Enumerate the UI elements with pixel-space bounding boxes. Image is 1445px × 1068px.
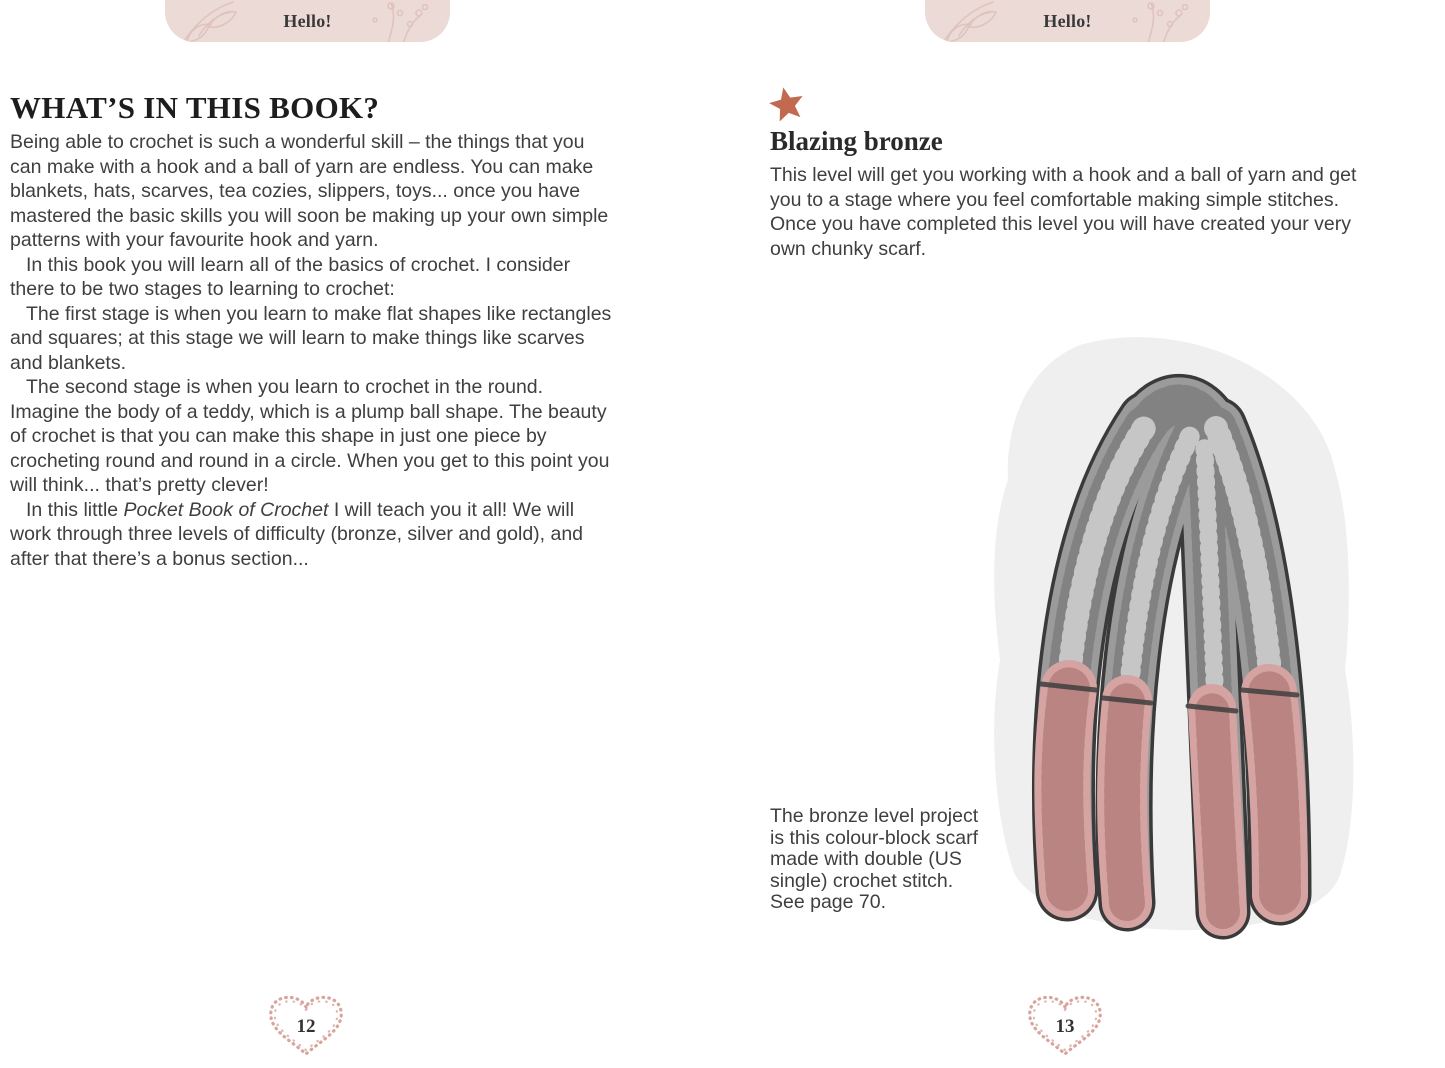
- paragraph-segment: In this little: [26, 498, 124, 521]
- illustration-caption: The bronze level project is this colour-block scarf made with double (US single) crochet stitch. See page 70.: [770, 805, 979, 913]
- paragraph: The second stage is when you learn to crochet in the round. Imagine the body of a teddy, which is a plump ball shape. The beauty of crochet is that you can make this shape in just one piece by crocheting round and round in a circle. When you get to this point you will think... that’s pretty clever!: [10, 376, 610, 496]
- hello-tab-left: [165, 0, 450, 42]
- page-number: 13: [1055, 1016, 1075, 1037]
- star-icon: [768, 86, 806, 124]
- page-number: 12: [296, 1016, 316, 1037]
- paragraph: [10, 498, 616, 572]
- page-title: WHAT’S IN THIS BOOK?: [10, 90, 380, 125]
- paragraph: Being able to crochet is such a wonderful skill – the things that you can make with a hook and a ball of yarn are endless. You can make blankets, hats, scarves, tea cozies, slippers, toys... once you have mastered the basic skills you will soon be making up your own simple patterns with your favourite hook and yarn.: [10, 131, 609, 251]
- paragraph: In this book you will learn all of the basics of crochet. I consider there to be two stages to learning to crochet:: [10, 253, 571, 300]
- page-footer-right: [1019, 990, 1111, 1064]
- section-intro: This level will get you working with a hook and a ball of yarn and get you to a stage where you feel comfortable making simple stitches. Once you have completed this level you will have created your very own chunky scarf.: [770, 164, 1357, 260]
- page-footer-left: [260, 990, 352, 1064]
- scarf-illustration: [920, 300, 1385, 960]
- paragraph-segment: I will teach you it all! We will work through three levels of difficulty (bronze, silver and gold), and after that there’s a bonus section...: [10, 498, 584, 570]
- tab-label: Hello!: [283, 10, 332, 31]
- intro-text-block: [10, 130, 616, 571]
- hello-tab-right: [925, 0, 1210, 42]
- section-heading: Blazing bronze: [770, 126, 943, 156]
- tab-label: Hello!: [1043, 10, 1092, 31]
- book-title-italic: Pocket Book of Crochet: [123, 498, 329, 521]
- paragraph: The first stage is when you learn to make flat shapes like rectangles and squares; at this stage we will learn to make things like scarves and blankets.: [10, 302, 612, 374]
